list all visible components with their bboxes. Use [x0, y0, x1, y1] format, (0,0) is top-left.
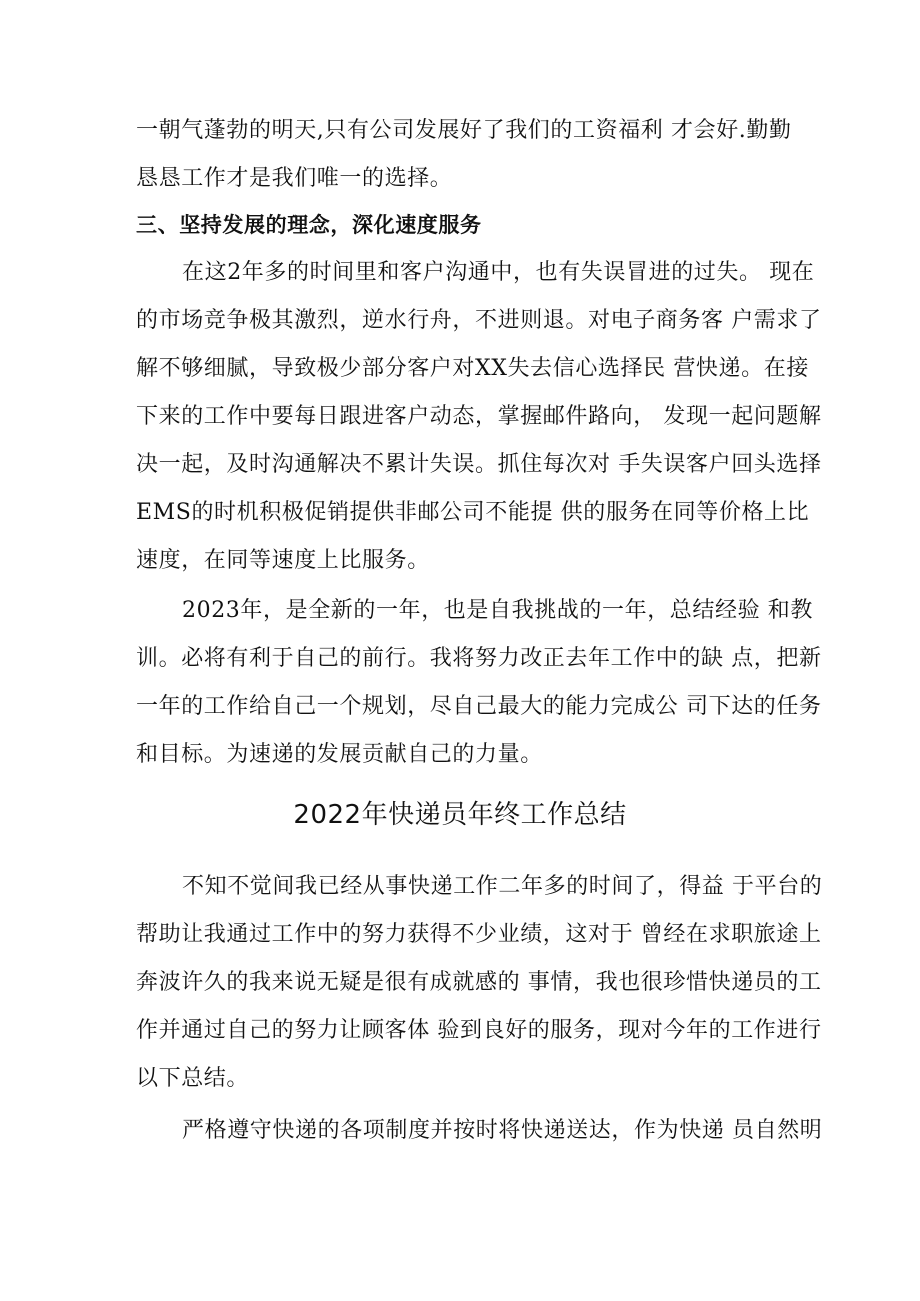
- paragraph-line: 恳恳工作才是我们唯一的选择。: [136, 166, 453, 191]
- paragraph-line: 的市场竞争极其激烈，逆水行舟，不进则退。对电子商务客 户需求了: [136, 308, 822, 333]
- paragraph-line: 2023年，是全新的一年，也是自我挑战的一年，总结经验 和教: [182, 598, 813, 623]
- paragraph-line: 严格遵守快递的各项制度并按时将快递送达，作为快递 员自然明: [182, 1118, 823, 1143]
- paragraph-line: 以下总结。: [136, 1066, 250, 1091]
- paragraph-line: 帮助让我通过工作中的努力获得不少业绩，这对于 曾经在求职旅途上: [136, 922, 822, 947]
- paragraph-line: 一年的工作给自己一个规划，尽自己最大的能力完成公 司下达的任务: [136, 694, 822, 719]
- section-heading: 三、坚持发展的理念，深化速度服务: [136, 213, 482, 237]
- document-title: 2022年快递员年终工作总结: [293, 800, 627, 830]
- paragraph-line: 下来的工作中要每日跟进客户动态，掌握邮件路向， 发现一起问题解: [136, 404, 822, 429]
- paragraph-line: 一朝气蓬勃的明天,只有公司发展好了我们的工资福利 才会好.勤勤: [136, 118, 792, 143]
- paragraph-line: 和目标。为速递的发展贡献自己的力量。: [136, 742, 543, 767]
- paragraph-line: 决一起，及时沟通解决不累计失误。抓住每次对 手失误客户回头选择: [136, 452, 822, 477]
- paragraph-line: EMS的时机积极促销提供非邮公司不能提 供的服务在同等价格上比: [136, 500, 810, 525]
- paragraph-line: 在这2年多的时间里和客户沟通中，也有失误冒进的过失。 现在: [182, 260, 815, 285]
- paragraph-line: 解不够细腻，导致极少部分客户对XX失去信心选择民 营快递。在接: [136, 356, 809, 381]
- paragraph-line: 不知不觉间我已经从事快递工作二年多的时间了，得益 于平台的: [182, 874, 823, 899]
- paragraph-line: 作并通过自己的努力让顾客体 验到良好的服务，现对今年的工作进行: [136, 1018, 822, 1043]
- paragraph-line: 速度，在同等速度上比服务。: [136, 548, 430, 573]
- paragraph-line: 训。必将有利于自己的前行。我将努力改正去年工作中的缺 点，把新: [136, 646, 822, 671]
- paragraph-line: 奔波许久的我来说无疑是很有成就感的 事情，我也很珍惜快递员的工: [136, 970, 822, 995]
